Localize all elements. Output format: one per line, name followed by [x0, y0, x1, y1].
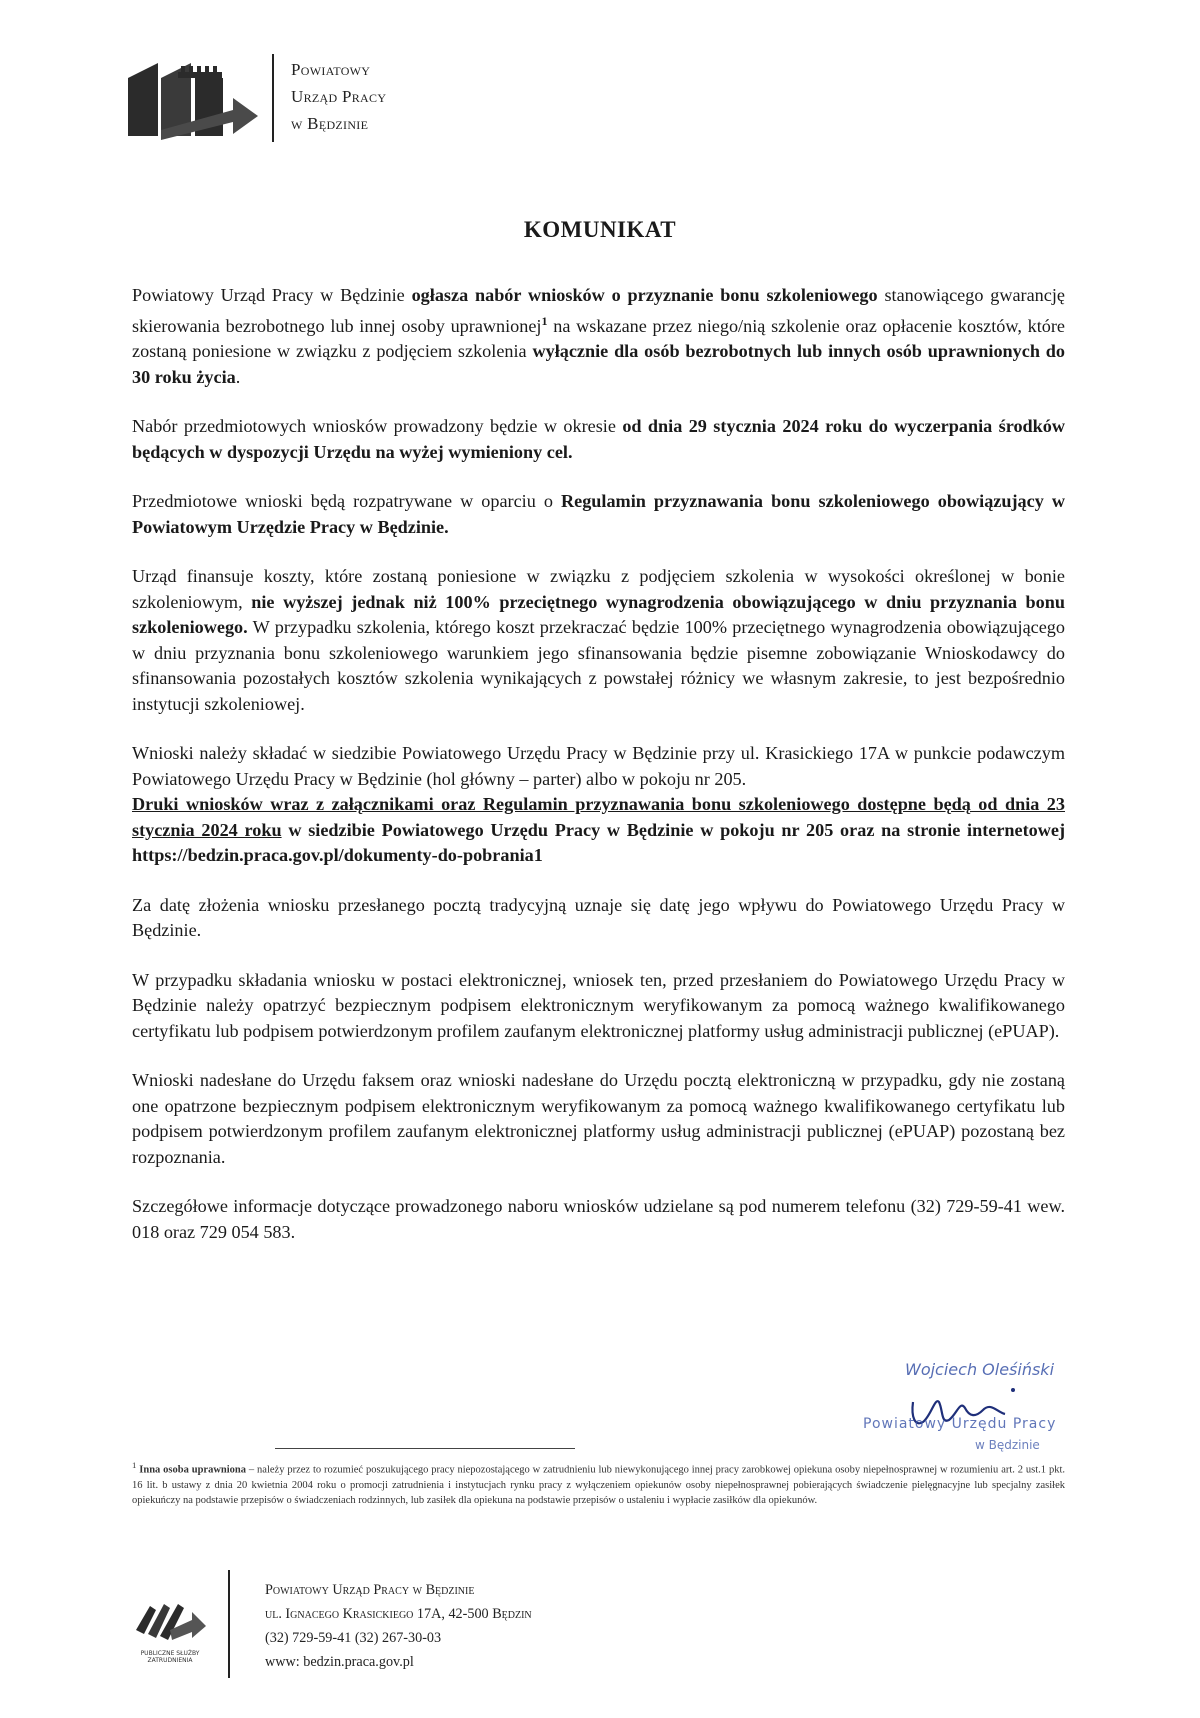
bold-text: wyłącznie dla osób bezrobotnych lub innych osób uprawnionych do 30 roku życia	[132, 341, 1065, 387]
bold-text: nie wyższej jednak niż 100% przeciętnego wynagrodzenia obowiązującego w dniu przyznania bonu szkoleniowego.	[132, 591, 1065, 638]
stamp-name: Wojciech Oleśiński	[905, 1360, 1055, 1379]
footnote-term: Inna osoba uprawniona	[139, 1464, 247, 1476]
paragraph	[132, 792, 1065, 869]
footer-website: www: bedzin.praca.gov.pl	[265, 1654, 414, 1670]
footer-address: ul. Ignacego Krasickiego 17A, 42-500 Będzin	[265, 1606, 532, 1622]
paragraph	[132, 283, 1065, 390]
paragraph: Szczegółowe informacje dotyczące prowadzonego naboru wniosków udzielane są pod numerem telefonu (32) 729-59-41 wew. 018 oraz 729 054 583.	[132, 1196, 1065, 1242]
text-run: Przedmiotowe wnioski będą rozpatrywane w oparciu o	[132, 491, 561, 512]
text-run: W przypadku szkolenia, którego koszt przekraczać będzie 100% przeciętnego wynagrodzenia obowiązującego w dniu przyznania bonu szkoleniowego warunkiem jego sfinansowania będzie pisemne zobowiązanie Wnioskodawcy do sfinansowania pozostałych kosztów szkolenia wynikających z powstałej różnicy we własnym zakresie, to jest bezpośrednio instytucji szkoleniowej.	[132, 617, 1065, 714]
org-name	[291, 56, 386, 137]
underlined-bold-text: Druki wniosków wraz z załącznikami oraz Regulamin przyznawania bonu szkoleniowego dostępne będą od dnia 23 stycznia 2024 roku	[132, 794, 1065, 840]
document-body	[132, 283, 1065, 1269]
footnote-text: – należy przez to rozumieć poszukującego pracy niepozostającego w zatrudnieniu lub niewykonującego innej pracy zarobkowej opiekuna osoby niepełnosprawnej w rozumieniu art. 2 ust.1 pkt. 16 lit. b ustawy z dnia 20 kwietnia 2004 roku o promocji zatrudnienia i instytucjach rynku pracy z wyłączeniem opiekunów osoby niepełnosprawnej pobierających świadczenie pielęgnacyjne lub specjalny zasiłek opiekuńczy na podstawie przepisów o świadczeniach rodzinnych, lub zasiłek dla opiekuna na podstawie przepisów o ustaleniu i wypłacie zasiłków dla opiekunów.	[132, 1464, 1065, 1506]
text-run: Urząd finansuje koszty, które zostaną poniesione w związku z podjęciem szkolenia w wysokości określonej w bonie szkoleniowym,	[132, 566, 1065, 612]
signature-stamp	[855, 1352, 1085, 1472]
text-run: stanowiącego gwarancję skierowania bezrobotnego lub innej osoby uprawnionej	[132, 285, 1065, 336]
paragraph: W przypadku składania wniosku w postaci elektronicznej, wniosek ten, przed przesłaniem do Powiatowego Urzędu Pracy w Będzinie należy opatrzyć bezpiecznym podpisem elektronicznym weryfikowanym za pomocą ważnego kwalifikowanego certyfikatu lub podpisem potwierdzonym profilem zaufanym elektronicznej platformy usług administracji publicznej (ePUAP).	[132, 969, 1065, 1041]
org-name-line: w Będzinie	[291, 114, 369, 133]
footer-phone: (32) 729-59-41 (32) 267-30-03	[265, 1630, 442, 1646]
stamp-org: Powiatowy Urzędu Pracy	[863, 1416, 1057, 1432]
text-run: Powiatowy Urząd Pracy w Będzinie	[132, 285, 412, 305]
footer-org-name: Powiatowy Urząd Pracy w Będzinie	[265, 1582, 475, 1598]
org-name-line: Urząd Pracy	[291, 87, 387, 106]
bold-text: ogłasza nabór wniosków o przyznanie bonu szkoleniowego	[411, 285, 878, 305]
footer-contact	[265, 1578, 532, 1674]
footnote	[132, 1458, 1065, 1508]
office-logo-icon	[123, 58, 263, 143]
bold-text: od dnia 29 stycznia 2024 roku do wyczerpania środków będących w dyspozycji Urzędu na wyżej wymieniony cel.	[132, 416, 1065, 462]
paragraph: Wnioski nadesłane do Urzędu faksem oraz wnioski nadesłane do Urzędu pocztą elektroniczną w przypadku, gdy nie zostaną one opatrzone bezpiecznym podpisem elektronicznym weryfikowanym za pomocą ważnego kwalifikowanego certyfikatu lub podpisem potwierdzonym profilem zaufanym elektronicznej platformy usług administracji publicznej (ePUAP) pozostaną bez rozpoznania.	[132, 1070, 1065, 1167]
paragraph	[132, 489, 1065, 540]
header-divider	[272, 54, 274, 142]
letterhead	[123, 50, 723, 150]
bold-text: Regulamin przyznawania bonu szkoleniowego obowiązujący w Powiatowym Urzędzie Pracy w Będzinie.	[132, 491, 1065, 537]
text-run: Nabór przedmiotowych wniosków prowadzony będzie w okresie	[132, 416, 623, 437]
bold-text: w siedzibie Powiatowego Urzędu Pracy w Będzinie w pokoju nr 205 oraz na stronie internetowej https://bedzin.praca.gov.pl/dokumenty-do-pobrania1	[132, 819, 1066, 866]
public-employment-services-logo-icon	[130, 1590, 210, 1650]
paragraph	[132, 414, 1065, 465]
stamp-city: w Będzinie	[975, 1438, 1040, 1452]
footer-divider	[228, 1570, 230, 1678]
paragraph: Wnioski należy składać w siedzibie Powiatowego Urzędu Pracy w Będzinie przy ul. Krasickiego 17A w punkcie podawczym Powiatowego Urzędu Pracy w Będzinie (hol główny – parter) albo w pokoju nr 205.	[132, 743, 1065, 789]
text-run: .	[235, 366, 241, 387]
text-run: na wskazane przez niego/nią szkolenie oraz opłacenie kosztów, które zostaną poniesione w związku z podjęciem szkolenia	[132, 315, 1066, 362]
document-title: KOMUNIKAT	[523, 217, 677, 242]
org-name-line: Powiatowy	[291, 60, 371, 79]
footnote-mark: 1	[132, 1460, 137, 1470]
footer-logo-text: PUBLICZNE SŁUŻBY ZATRUDNIENIA	[140, 1650, 200, 1664]
paragraph: Za datę złożenia wniosku przesłanego pocztą tradycyjną uznaje się datę jego wpływu do Powiatowego Urzędu Pracy w Będzinie.	[132, 894, 1065, 941]
footnote-rule	[275, 1448, 575, 1449]
paragraph	[132, 564, 1065, 717]
footnote-ref: 1	[541, 313, 548, 328]
